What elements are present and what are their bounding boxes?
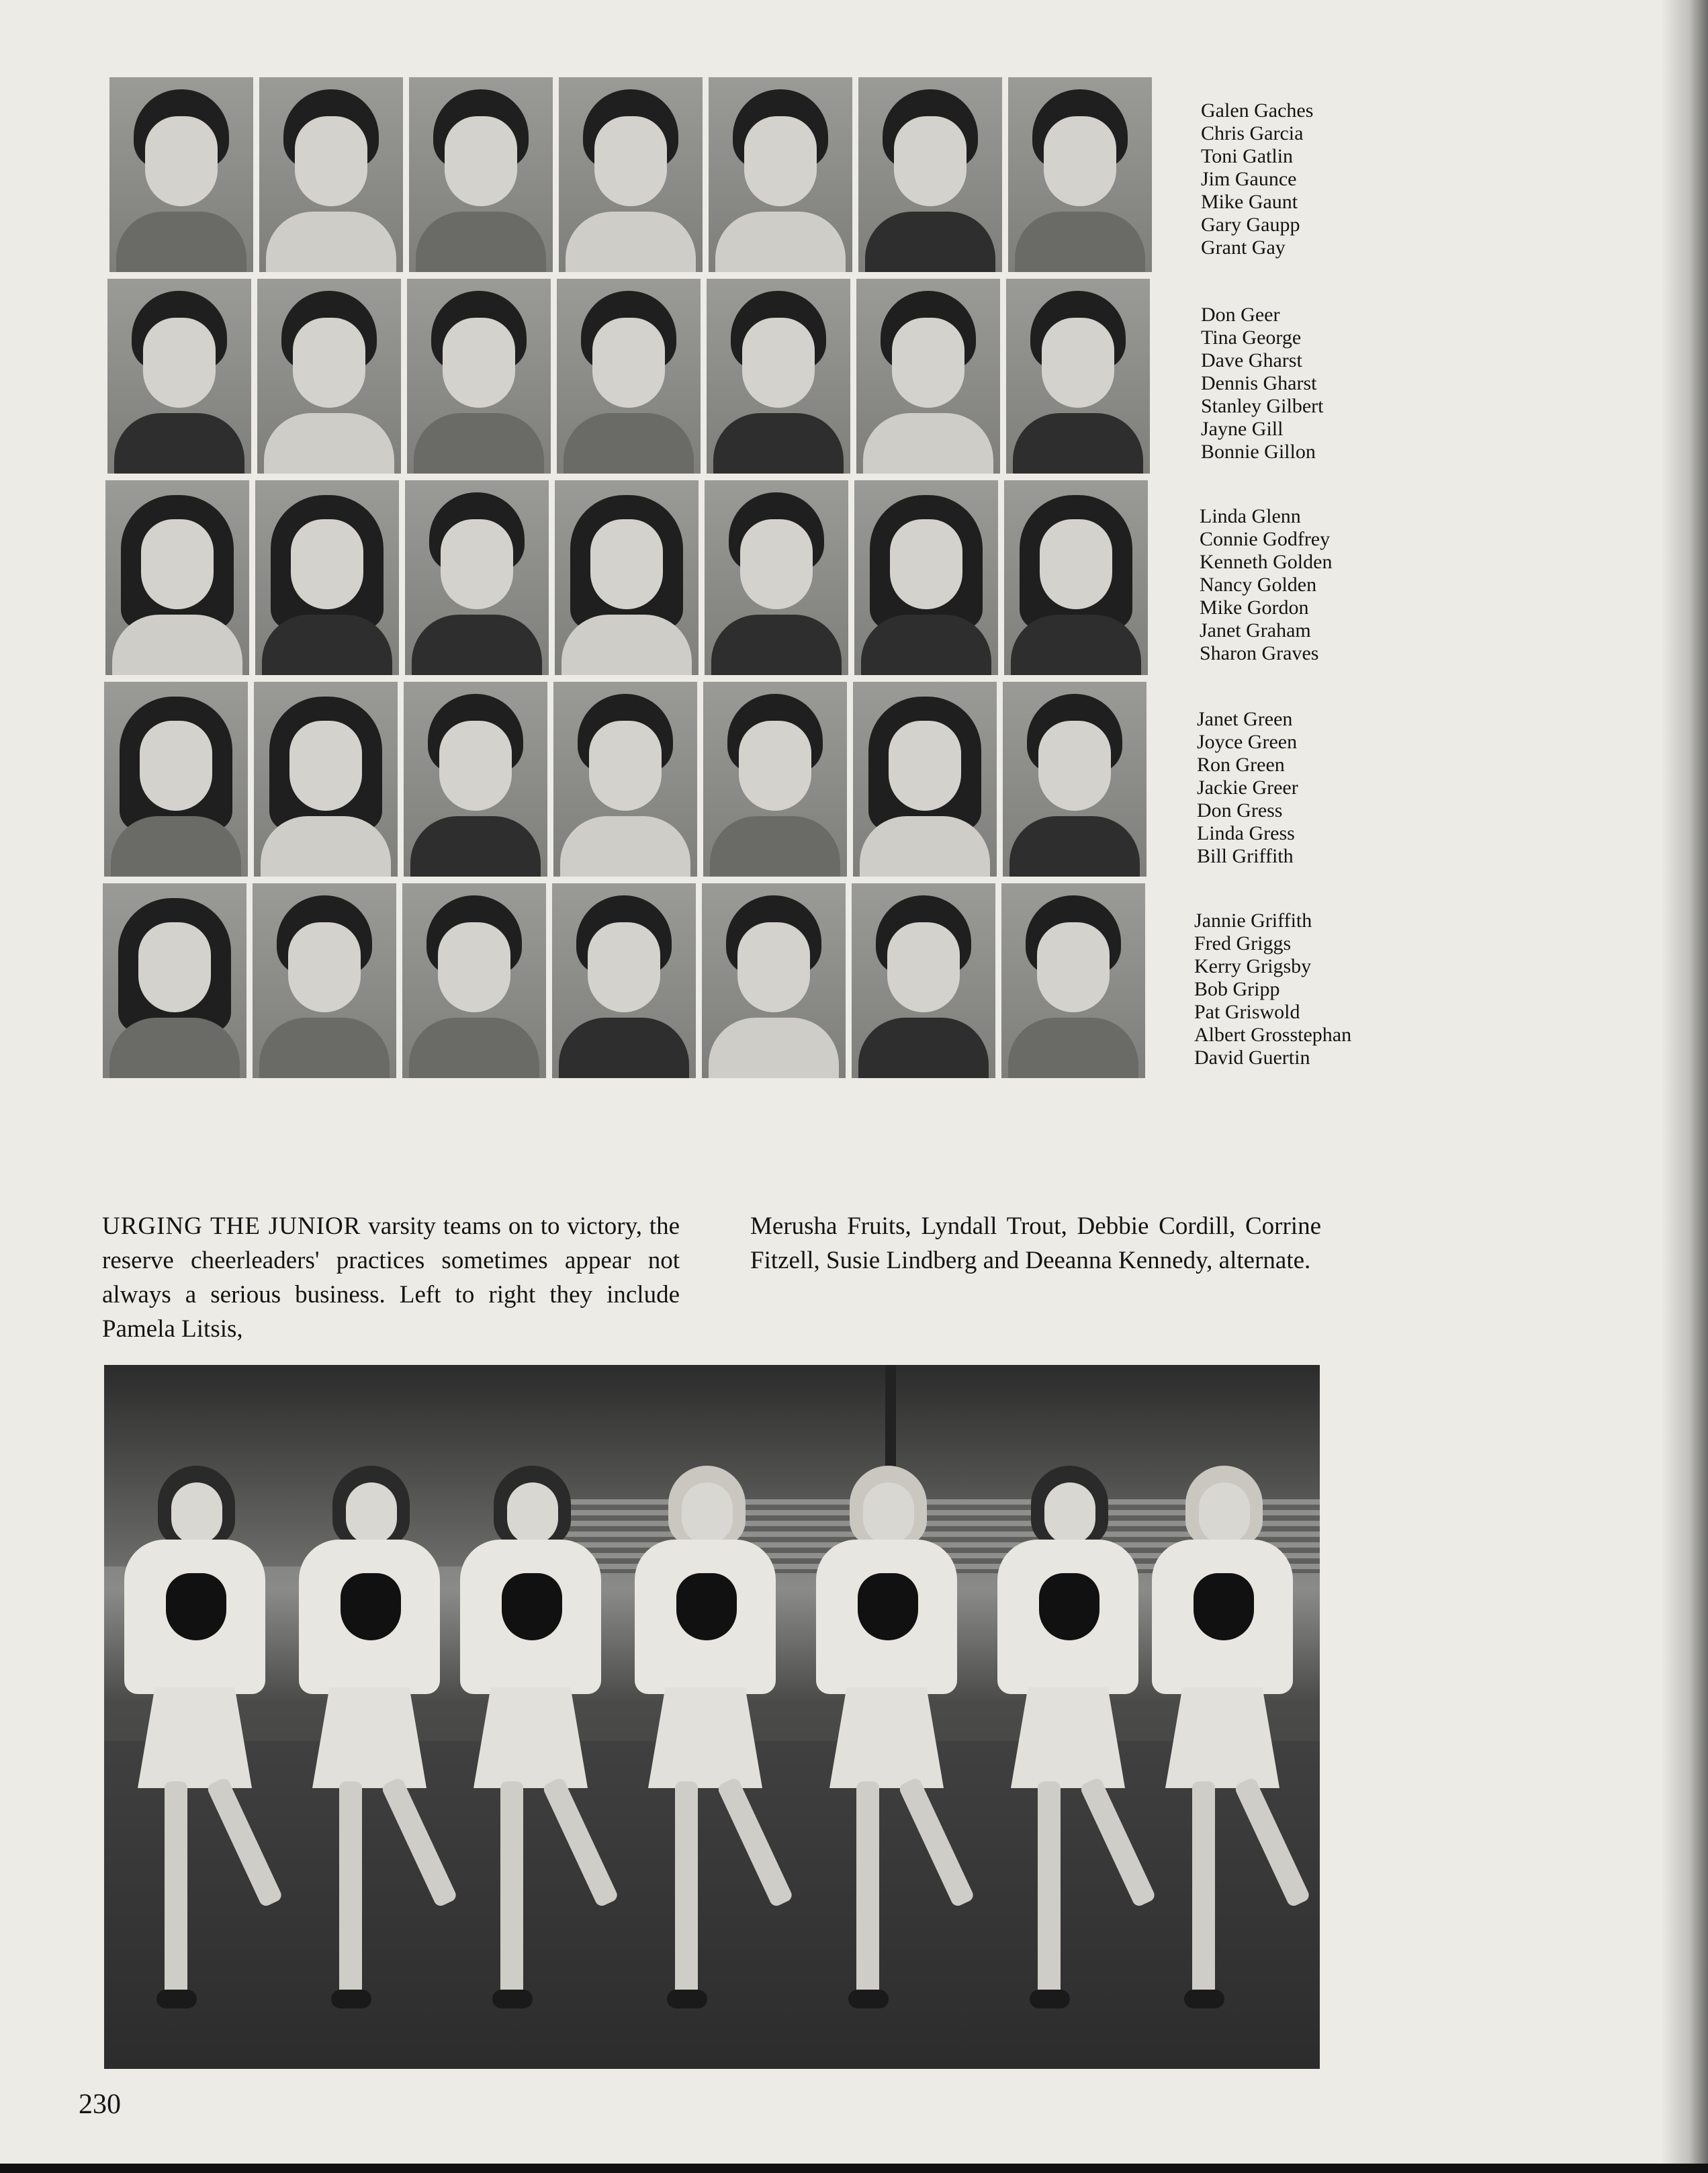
student-name: Toni Gatlin <box>1201 145 1294 167</box>
portrait-photo <box>253 883 396 1078</box>
portrait-photo <box>109 77 253 272</box>
portrait-row-2 <box>101 279 1162 477</box>
student-name: Grant Gay <box>1201 236 1286 259</box>
student-name: Janet Green <box>1197 708 1293 730</box>
caption-lead: URGING THE JUNIOR <box>102 1212 361 1240</box>
student-name: Kenneth Golden <box>1200 551 1333 573</box>
student-name: Dave Gharst <box>1201 349 1302 371</box>
portrait-photo <box>103 883 246 1078</box>
student-name: Don Gress <box>1197 799 1283 822</box>
student-name: Gary Gaupp <box>1201 214 1300 236</box>
name-block-row-4 <box>1197 708 1425 868</box>
student-name: Tina George <box>1201 326 1302 349</box>
portrait-row-3 <box>101 480 1162 678</box>
student-name: Linda Gress <box>1197 822 1295 844</box>
student-name: Nancy Golden <box>1200 574 1317 596</box>
page-number: 230 <box>79 2089 121 2120</box>
portrait-photo <box>1003 682 1147 877</box>
portrait-photo <box>707 279 850 474</box>
student-name: Pat Griswold <box>1194 1001 1300 1023</box>
page-gutter-shadow <box>1661 0 1708 2173</box>
portrait-photo <box>1004 480 1148 675</box>
portrait-photo <box>705 480 848 675</box>
portrait-photo <box>854 480 998 675</box>
caption-text: Merusha Fruits, Lyndall Trout, Debbie Cordill, Corrine Fitzell, Susie Lindberg and Deeanna Kennedy, alternate. <box>750 1212 1321 1274</box>
portrait-photo <box>1008 77 1152 272</box>
portrait-photo <box>402 883 546 1078</box>
student-name: Galen Gaches <box>1201 99 1314 122</box>
caption-text: varsity teams on to victory, the reserve cheerleaders' practices sometimes appear not always a serious business. Left to right they include Pamela Litsis, <box>102 1212 680 1343</box>
portrait-photo <box>254 682 398 877</box>
student-name: Mike Gaunt <box>1201 191 1298 213</box>
page-edge <box>0 2164 1708 2173</box>
student-name: Linda Glenn <box>1200 505 1301 527</box>
portrait-photo <box>853 682 997 877</box>
student-name: Dennis Gharst <box>1201 372 1317 394</box>
portrait-photo <box>559 77 703 272</box>
portrait-photo <box>709 77 852 272</box>
student-name: Joyce Green <box>1197 731 1298 753</box>
student-name: Fred Griggs <box>1194 932 1292 955</box>
student-name: Jackie Greer <box>1197 777 1298 799</box>
cheerleaders-photo <box>104 1365 1320 2069</box>
portrait-row-1 <box>101 77 1162 275</box>
student-name: Connie Godfrey <box>1200 528 1331 550</box>
portrait-photo <box>1006 279 1150 474</box>
portrait-photo <box>555 480 699 675</box>
name-block-row-2 <box>1201 304 1429 463</box>
student-name: Chris Garcia <box>1201 122 1304 144</box>
portrait-photo <box>703 682 847 877</box>
portrait-photo <box>104 682 248 877</box>
student-name: Stanley Gilbert <box>1201 395 1324 417</box>
portrait-photo <box>259 77 403 272</box>
portrait-photo <box>852 883 995 1078</box>
student-name: Mike Gordon <box>1200 596 1309 619</box>
portrait-row-5 <box>101 883 1162 1081</box>
portrait-photo <box>404 682 547 877</box>
name-block-row-1 <box>1201 99 1429 259</box>
portrait-photo <box>553 682 697 877</box>
student-name: Don Geer <box>1201 304 1280 326</box>
portrait-photo <box>405 480 549 675</box>
portrait-photo <box>407 279 551 474</box>
name-block-row-5 <box>1194 910 1423 1069</box>
portrait-photo <box>702 883 846 1078</box>
portrait-photo <box>257 279 401 474</box>
student-name: Jayne Gill <box>1201 418 1284 440</box>
portrait-photo <box>552 883 696 1078</box>
portrait-photo <box>1001 883 1145 1078</box>
caption-left-column <box>102 1209 680 1346</box>
caption-right-column <box>750 1209 1321 1278</box>
portrait-photo <box>409 77 553 272</box>
name-block-row-3 <box>1200 505 1428 665</box>
student-name: Albert Grosstephan <box>1194 1024 1352 1046</box>
student-name: Jim Gaunce <box>1201 168 1297 190</box>
student-name: Bob Gripp <box>1194 978 1280 1000</box>
student-name: Janet Graham <box>1200 619 1311 641</box>
student-name: Sharon Graves <box>1200 642 1319 664</box>
portrait-photo <box>105 480 249 675</box>
portrait-photo <box>255 480 399 675</box>
portrait-photo <box>858 77 1002 272</box>
student-name: Bonnie Gillon <box>1201 441 1316 463</box>
student-name: Ron Green <box>1197 754 1285 776</box>
portrait-photo <box>107 279 251 474</box>
student-name: David Guertin <box>1194 1047 1310 1069</box>
student-name: Bill Griffith <box>1197 845 1294 867</box>
student-name: Jannie Griffith <box>1194 910 1312 932</box>
student-name: Kerry Grigsby <box>1194 955 1312 977</box>
portrait-row-4 <box>101 682 1162 880</box>
portrait-photo <box>557 279 701 474</box>
portrait-photo <box>856 279 1000 474</box>
